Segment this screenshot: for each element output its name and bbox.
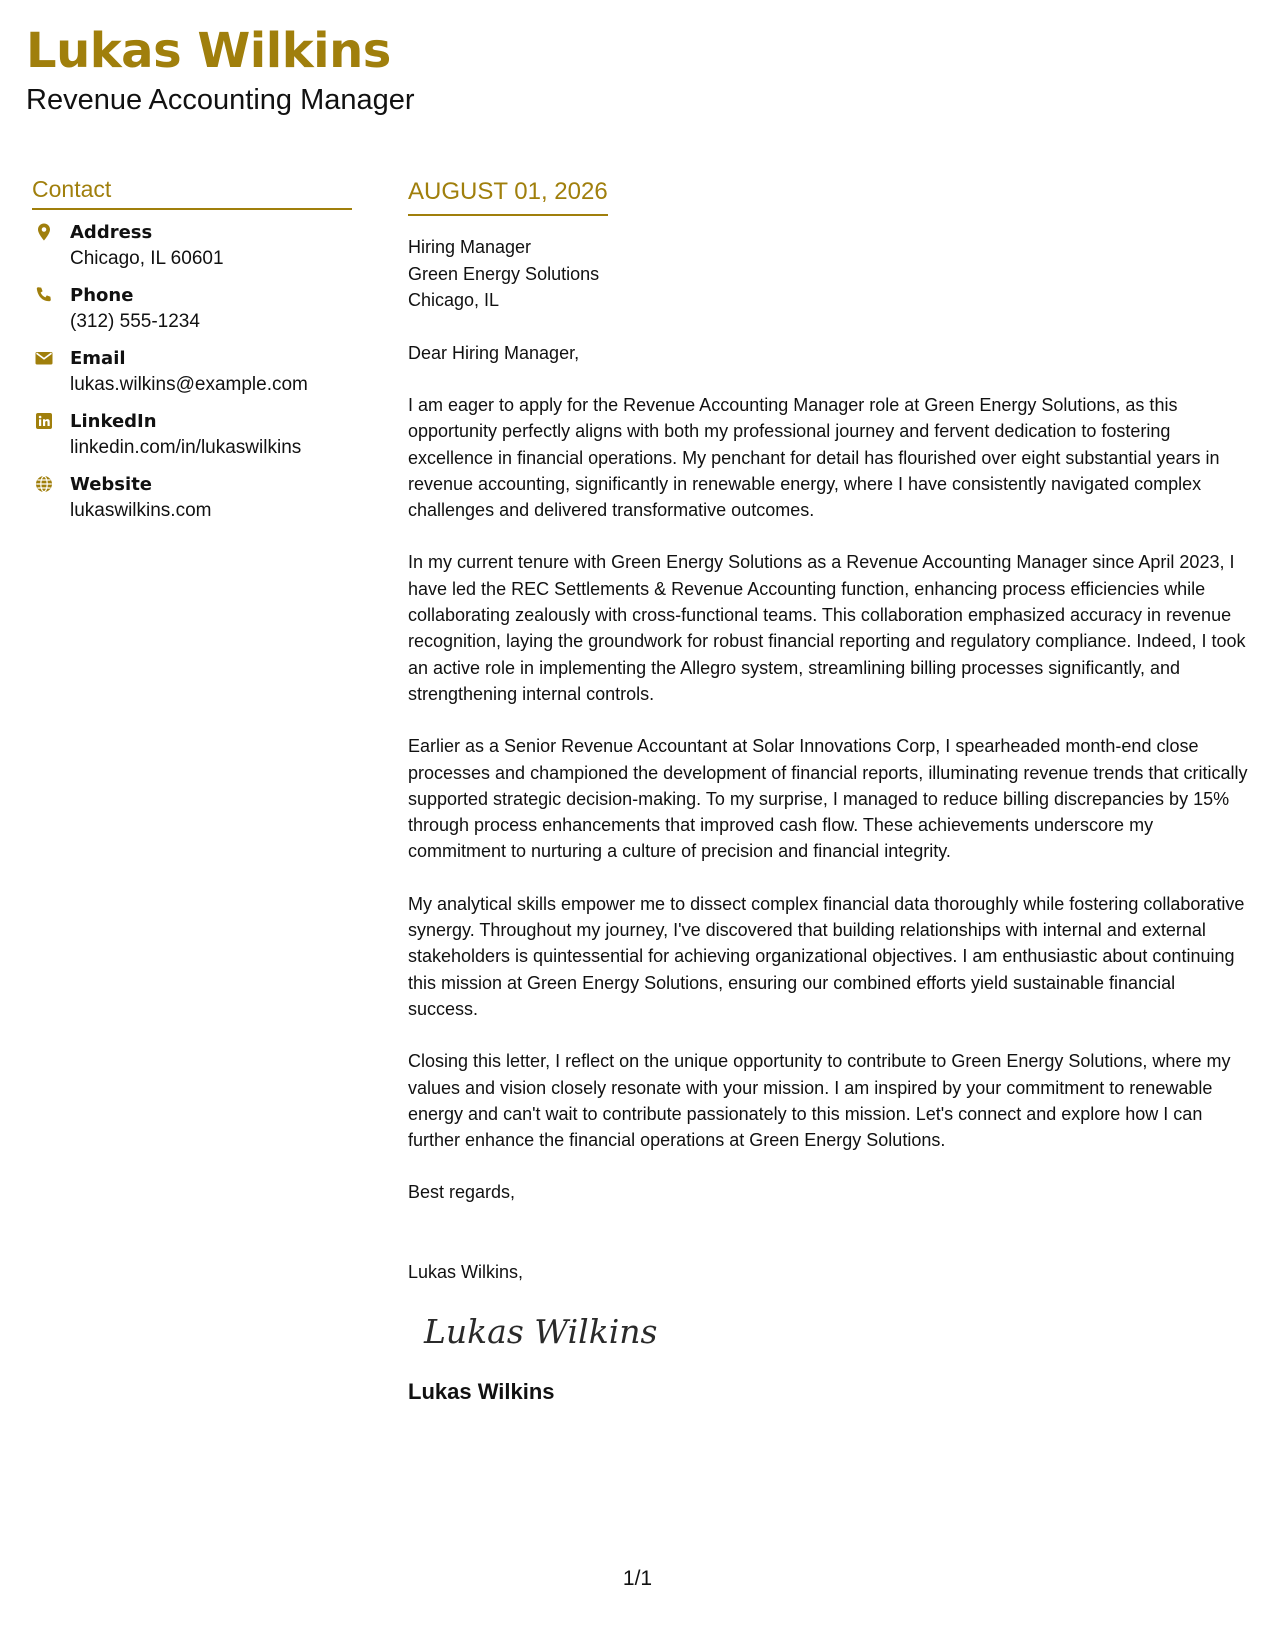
closing: Best regards, [408, 1182, 516, 1203]
contact-list [32, 220, 352, 535]
website-value[interactable]: lukaswilkins.com [70, 500, 212, 521]
applicant-name: Lukas Wilkins [26, 23, 391, 79]
job-title: Revenue Accounting Manager [26, 84, 415, 116]
recipient-block [408, 234, 1248, 314]
contact-item-address [32, 220, 352, 283]
contact-label: Website [70, 474, 153, 495]
body-paragraph: In my current tenure with Green Energy Solutions as a Revenue Accounting Manager since April 2023, I have led the REC Settlements & Revenue Accounting function, enhancing process efficiencies while collaborating zealously with cross-functional teams. This collaboration emphasized accuracy in revenue recognition, laying the groundwork for robust financial reporting and regulatory compliance. Indeed, I took an active role in implementing the Allegro system, streamlining billing processes significantly, and strengthening internal controls. [408, 552, 1246, 704]
signer-name: Lukas Wilkins [408, 1379, 555, 1405]
contact-item-email [32, 346, 352, 409]
letter-date: AUGUST 01, 2026 [408, 176, 608, 216]
contact-label: Email [70, 348, 126, 369]
linkedin-icon [34, 411, 54, 431]
contact-label: Phone [70, 285, 134, 306]
contact-sidebar [32, 174, 352, 535]
contact-item-linkedin [32, 409, 352, 472]
contact-heading: Contact [32, 174, 352, 210]
envelope-icon [34, 348, 54, 368]
phone-value: (312) 555-1234 [70, 311, 200, 332]
recipient-line: Chicago, IL [408, 290, 500, 310]
address-value: Chicago, IL 60601 [70, 248, 224, 269]
handwritten-signature [422, 1307, 662, 1359]
contact-item-phone [32, 283, 352, 346]
page-number: 1/1 [622, 1567, 653, 1590]
salutation: Dear Hiring Manager, [408, 342, 580, 363]
signature-text: Lukas Wilkins [424, 1312, 658, 1352]
letter-body [408, 176, 1248, 1407]
location-pin-icon [34, 222, 54, 242]
recipient-line: Green Energy Solutions [408, 263, 600, 284]
linkedin-value[interactable]: linkedin.com/in/lukaswilkins [70, 437, 302, 458]
body-paragraph: Closing this letter, I reflect on the unique opportunity to contribute to Green Energy Solutions, where my values and vision closely resonate with your mission. I am inspired by your commitment to renewable energy and can't wait to contribute passionately to this mission. Let's connect and explore how I can further enhance the financial operations at Green Energy Solutions. [408, 1051, 1231, 1151]
contact-label: Address [70, 222, 153, 243]
contact-item-website [32, 472, 352, 535]
body-paragraph: My analytical skills empower me to dissect complex financial data thoroughly while fostering collaborative synergy. Throughout my journey, I've discovered that building relationships with internal and external stakeholders is quintessential for achieving organizational objectives. I am enthusiastic about continuing this mission at Green Energy Solutions, ensuring our combined efforts yield sustainable financial success. [408, 893, 1245, 1019]
body-paragraph: Earlier as a Senior Revenue Accountant at Solar Innovations Corp, I spearheaded month-end close processes and championed the development of financial reports, illuminating revenue trends that critically supported strategic decision-making. To my surprise, I managed to reduce billing discrepancies by 15% through process enhancements that improved cash flow. These achievements underscore my commitment to nurturing a culture of precision and financial integrity. [408, 736, 1248, 862]
contact-label: LinkedIn [70, 411, 157, 432]
email-value[interactable]: lukas.wilkins@example.com [70, 374, 308, 395]
body-paragraph: I am eager to apply for the Revenue Accounting Manager role at Green Energy Solutions, as this opportunity perfectly aligns with both my professional journey and fervent dedication to fostering excellence in financial operations. My penchant for detail has flourished over eight substantial years in revenue accounting, significantly in renewable energy, where I have consistently navigated complex challenges and delivered transformative outcomes. [408, 395, 1220, 521]
phone-icon [34, 285, 54, 305]
globe-icon [34, 474, 54, 494]
signoff-name: Lukas Wilkins, [408, 1261, 524, 1282]
recipient-line: Hiring Manager [408, 237, 532, 257]
